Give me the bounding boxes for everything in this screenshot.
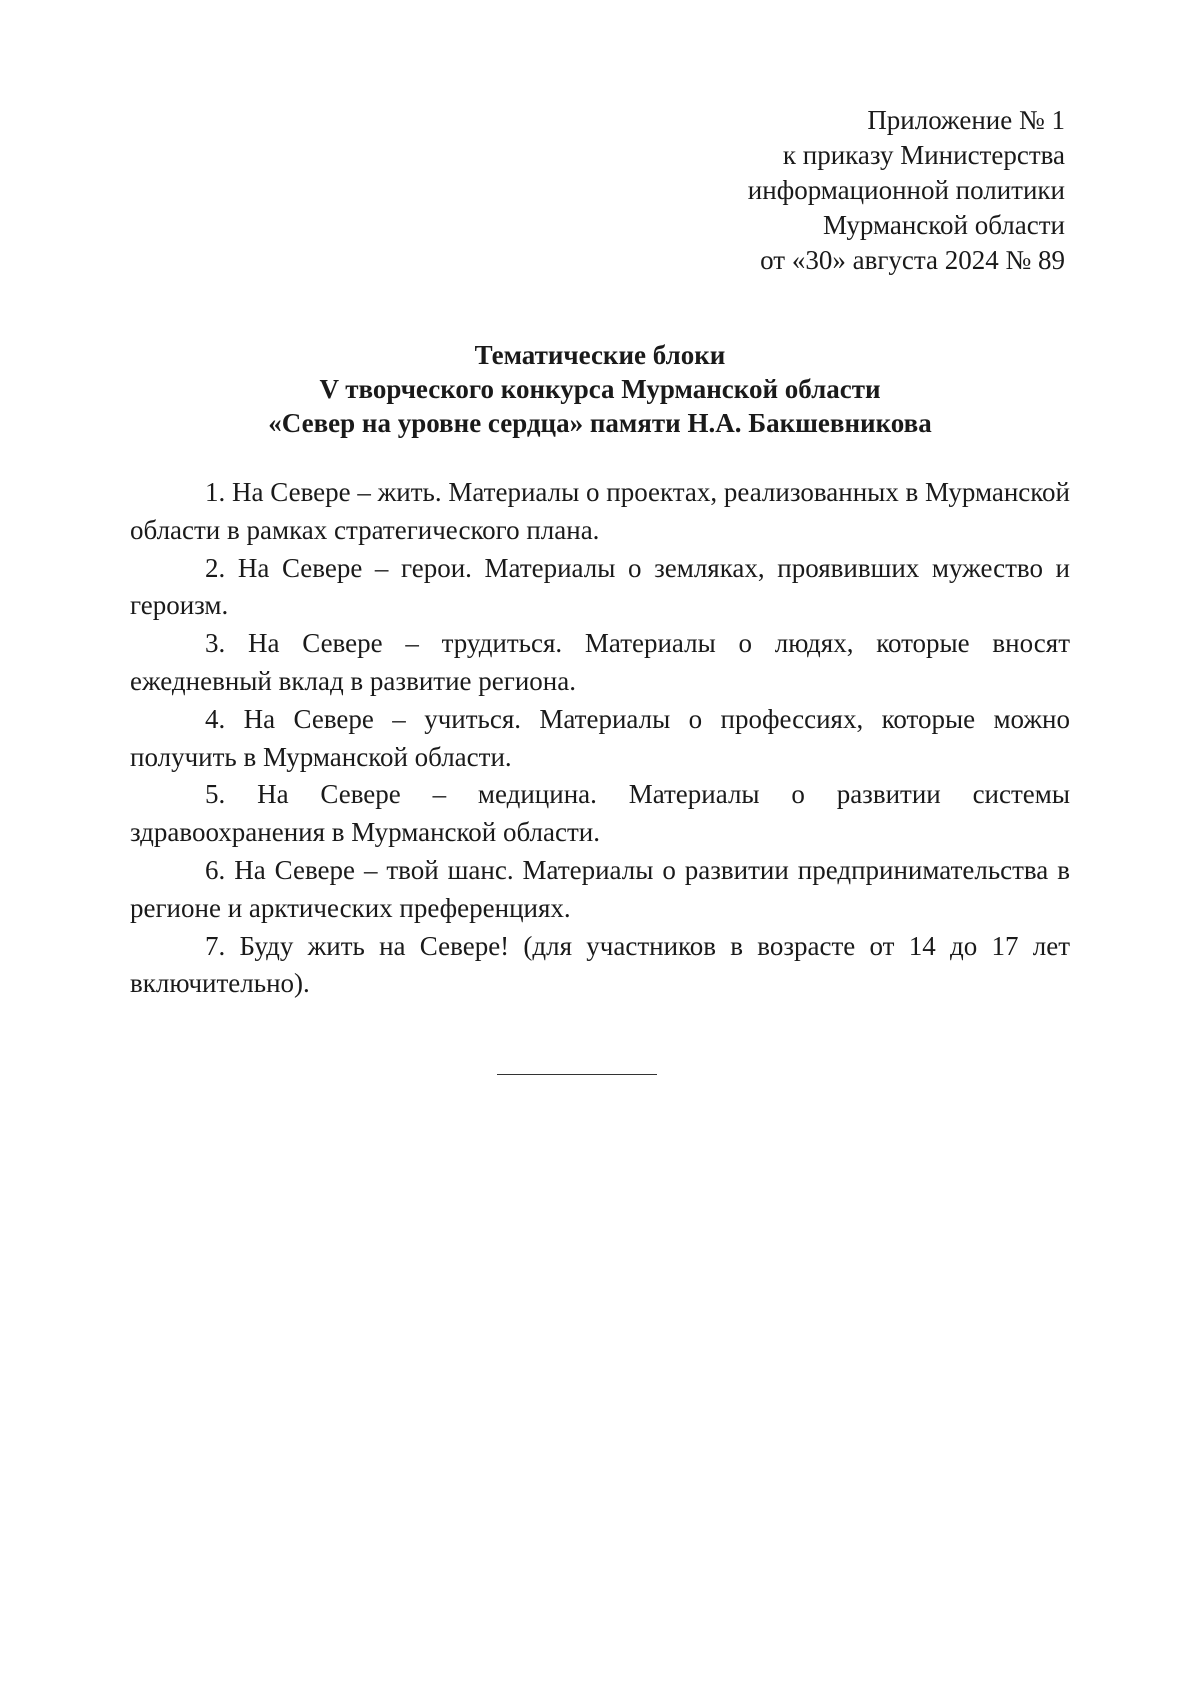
- title-line: «Север на уровне сердца» памяти Н.А. Бакшевникова: [268, 408, 932, 438]
- appendix-order-date-number: от «30» августа 2024 № 89: [760, 245, 1065, 275]
- thematic-blocks-list: [130, 474, 1070, 1003]
- appendix-order-reference: к приказу Министерства: [782, 140, 1065, 170]
- thematic-block-item: 5. На Севере – медицина. Материалы о развитии системы здравоохранения в Мурманской области.: [130, 779, 1070, 848]
- thematic-block-item: 7. Буду жить на Севере! (для участников в возрасте от 14 до 17 лет включительно).: [130, 930, 1070, 999]
- title-line: Тематические блоки: [474, 340, 726, 370]
- thematic-block-item: 3. На Севере – трудиться. Материалы о людях, которые вносят ежедневный вклад в развитие региона.: [130, 628, 1070, 696]
- appendix-region-name: Мурманской области: [823, 210, 1065, 240]
- appendix-ministry-name: информационной политики: [747, 175, 1065, 205]
- thematic-block-item: 2. На Севере – герои. Материалы о земляках, проявивших мужество и героизм.: [130, 552, 1070, 621]
- thematic-block-item: 1. На Севере – жить. Материалы о проектах, реализованных в Мурманской области в рамках стратегического плана.: [130, 477, 1070, 545]
- appendix-header: [545, 103, 1065, 278]
- thematic-block-item: 6. На Севере – твой шанс. Материалы о развитии предпринимательства в регионе и арктических преференциях.: [130, 854, 1070, 923]
- document-title: [130, 338, 1070, 440]
- thematic-block-item: 4. На Севере – учиться. Материалы о профессиях, которые можно получить в Мурманской области.: [130, 703, 1070, 772]
- appendix-number: Приложение № 1: [867, 105, 1065, 135]
- closing-divider: [497, 1074, 657, 1075]
- title-line: V творческого конкурса Мурманской области: [319, 374, 881, 404]
